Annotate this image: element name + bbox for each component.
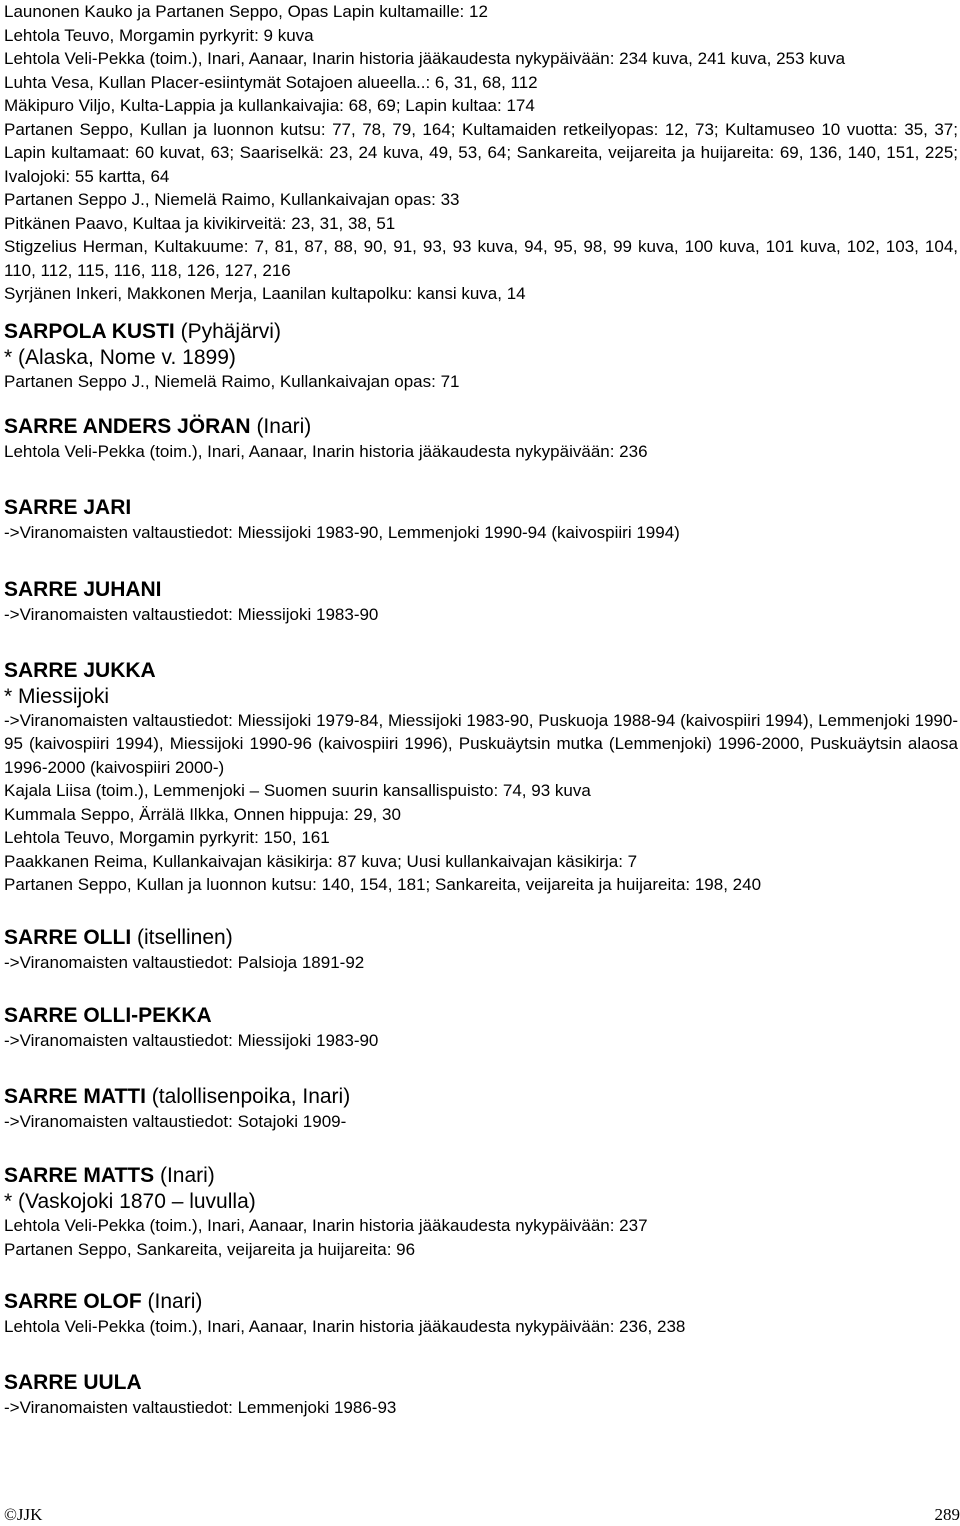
claim-value: Miessijoki 1983-90, Lemmenjoki 1990-94 (kaivospiiri 1994) (238, 523, 680, 542)
entry-name: SARRE JARI (4, 496, 131, 519)
birth-info: * (Alaska, Nome v. 1899) (4, 345, 958, 370)
page-footer (4, 1504, 960, 1526)
claim-value: Lemmenjoki 1986-93 (238, 1398, 397, 1417)
entry-qualifier: (Inari) (148, 1290, 203, 1313)
entry-name: SARRE MATTI (4, 1085, 146, 1108)
claim-info (4, 1029, 958, 1053)
entry-name: SARRE ANDERS JÖRAN (4, 415, 251, 438)
reference-line: Launonen Kauko ja Partanen Seppo, Opas Lapin kultamaille: 12 (4, 0, 958, 24)
claim-info (4, 709, 958, 780)
reference-line: Lehtola Veli-Pekka (toim.), Inari, Aanaar, Inarin historia jääkaudesta nykypäivään: 237 (4, 1214, 958, 1238)
claim-value: Sotajoki 1909- (238, 1112, 347, 1131)
entry-sarre-matti (4, 1084, 958, 1134)
reference-line: Stigzelius Herman, Kultakuume: 7, 81, 87, 88, 90, 91, 93, 93 kuva, 94, 95, 98, 99 kuva, 100 kuva, 101 kuva, 102, 103, 104, 110, 112, 115, 116, 118, 126, 127, 216 (4, 235, 958, 282)
claim-label: ->Viranomaisten valtaustiedot: (4, 1398, 233, 1417)
reference-line: Mäkipuro Viljo, Kulta-Lappia ja kullankaivajia: 68, 69; Lapin kultaa: 174 (4, 94, 958, 118)
entry-qualifier: (Pyhäjärvi) (181, 320, 281, 343)
claim-info (4, 603, 958, 627)
entry-qualifier: (Inari) (256, 415, 311, 438)
reference-line: Partanen Seppo, Sankareita, veijareita ja huijareita: 96 (4, 1238, 958, 1262)
reference-line: Paakkanen Reima, Kullankaivajan käsikirja: 87 kuva; Uusi kullankaivajan käsikirja: 7 (4, 850, 958, 874)
entry-heading (4, 414, 958, 440)
entry-qualifier: (itsellinen) (137, 926, 233, 949)
entry-name: SARRE OLOF (4, 1290, 142, 1313)
claim-label: ->Viranomaisten valtaustiedot: (4, 1031, 233, 1050)
entry-name: SARRE UULA (4, 1371, 142, 1394)
reference-line: Partanen Seppo J., Niemelä Raimo, Kullankaivajan opas: 33 (4, 188, 958, 212)
reference-line: Lehtola Veli-Pekka (toim.), Inari, Aanaar, Inarin historia jääkaudesta nykypäivään: 234 kuva, 241 kuva, 253 kuva (4, 47, 958, 71)
entry-name: SARRE JUKKA (4, 659, 156, 682)
entry-qualifier: (Inari) (160, 1164, 215, 1187)
entry-heading (4, 1084, 958, 1110)
entry-heading (4, 495, 958, 521)
reference-line: Partanen Seppo, Kullan ja luonnon kutsu: 140, 154, 181; Sankareita, veijareita ja huijareita: 198, 240 (4, 873, 958, 897)
document-page (4, 0, 958, 1419)
copyright-mark: ©JJK (4, 1504, 42, 1526)
claim-label: ->Viranomaisten valtaustiedot: (4, 711, 233, 730)
entry-heading (4, 925, 958, 951)
claim-info (4, 521, 958, 545)
reference-line: Kajala Liisa (toim.), Lemmenjoki – Suomen suurin kansallispuisto: 74, 93 kuva (4, 779, 958, 803)
birth-info: * Miessijoki (4, 684, 958, 709)
entry-sarre-olli (4, 925, 958, 975)
entry-sarre-juhani (4, 577, 958, 627)
claim-label: ->Viranomaisten valtaustiedot: (4, 605, 233, 624)
entry-sarpola-kusti (4, 319, 958, 394)
claim-value: Miessijoki 1983-90 (238, 605, 379, 624)
claim-value: Miessijoki 1983-90 (238, 1031, 379, 1050)
entry-qualifier: (talollisenpoika, Inari) (152, 1085, 350, 1108)
entry-name: SARRE JUHANI (4, 578, 162, 601)
entry-sarre-jukka (4, 658, 958, 897)
entry-heading (4, 577, 958, 603)
entry-heading (4, 1003, 958, 1029)
entry-sarre-olof (4, 1289, 958, 1339)
entry-heading (4, 1370, 958, 1396)
reference-line: Lehtola Teuvo, Morgamin pyrkyrit: 150, 161 (4, 826, 958, 850)
claim-info (4, 1110, 958, 1134)
entry-heading (4, 658, 958, 684)
entry-heading (4, 1289, 958, 1315)
claim-label: ->Viranomaisten valtaustiedot: (4, 523, 233, 542)
entry-name: SARPOLA KUSTI (4, 320, 175, 343)
entry-sarre-jari (4, 495, 958, 545)
page-number: 289 (935, 1504, 960, 1526)
reference-line: Lehtola Veli-Pekka (toim.), Inari, Aanaar, Inarin historia jääkaudesta nykypäivään: 236, 238 (4, 1315, 958, 1339)
reference-line: Lehtola Teuvo, Morgamin pyrkyrit: 9 kuva (4, 24, 958, 48)
reference-line: Pitkänen Paavo, Kultaa ja kivikirveitä: 23, 31, 38, 51 (4, 212, 958, 236)
entry-heading (4, 319, 958, 345)
entry-heading (4, 1163, 958, 1189)
reference-line: Luhta Vesa, Kullan Placer-esiintymät Sotajoen alueella..: 6, 31, 68, 112 (4, 71, 958, 95)
entry-sarre-matts (4, 1163, 958, 1261)
entry-sarre-anders-joran (4, 414, 958, 464)
reference-line: Partanen Seppo, Kullan ja luonnon kutsu: 77, 78, 79, 164; Kultamaiden retkeilyopas: 12, 73; Kultamuseo 10 vuotta: 35, 37; Lapin kultamaat: 60 kuvat, 63; Saariselkä: 23, 24 kuva, 49, 53, 64; Sankareita, veijareita ja huijareita: 69, 136, 140, 151, 225; Ivalojoki: 55 kartta, 64 (4, 118, 958, 189)
entry-sarre-uula (4, 1370, 958, 1420)
claim-info (4, 1396, 958, 1420)
claim-label: ->Viranomaisten valtaustiedot: (4, 1112, 233, 1131)
reference-line: Lehtola Veli-Pekka (toim.), Inari, Aanaar, Inarin historia jääkaudesta nykypäivään: 236 (4, 440, 958, 464)
reference-line: Syrjänen Inkeri, Makkonen Merja, Laanilan kultapolku: kansi kuva, 14 (4, 282, 958, 306)
entry-name: SARRE OLLI-PEKKA (4, 1004, 212, 1027)
claim-label: ->Viranomaisten valtaustiedot: (4, 953, 233, 972)
claim-value: Palsioja 1891-92 (238, 953, 365, 972)
top-reference-list (4, 0, 958, 306)
reference-line: Kummala Seppo, Ärrälä Ilkka, Onnen hippuja: 29, 30 (4, 803, 958, 827)
claim-value: Miessijoki 1979-84, Miessijoki 1983-90, Puskuoja 1988-94 (kaivospiiri 1994), Lemmenjoki 1990-95 (kaivospiiri 1994), Miessijoki 1990-96 (kaivospiiri 1996), Puskuäytsin mutka (Lemmenjoki) 1996-2000, Puskuäytsin alaosa 1996-2000 (kaivospiiri 2000-) (4, 711, 958, 777)
reference-line: Partanen Seppo J., Niemelä Raimo, Kullankaivajan opas: 71 (4, 370, 958, 394)
birth-info: * (Vaskojoki 1870 – luvulla) (4, 1189, 958, 1214)
entry-name: SARRE OLLI (4, 926, 131, 949)
entry-name: SARRE MATTS (4, 1164, 154, 1187)
entry-sarre-olli-pekka (4, 1003, 958, 1053)
claim-info (4, 951, 958, 975)
